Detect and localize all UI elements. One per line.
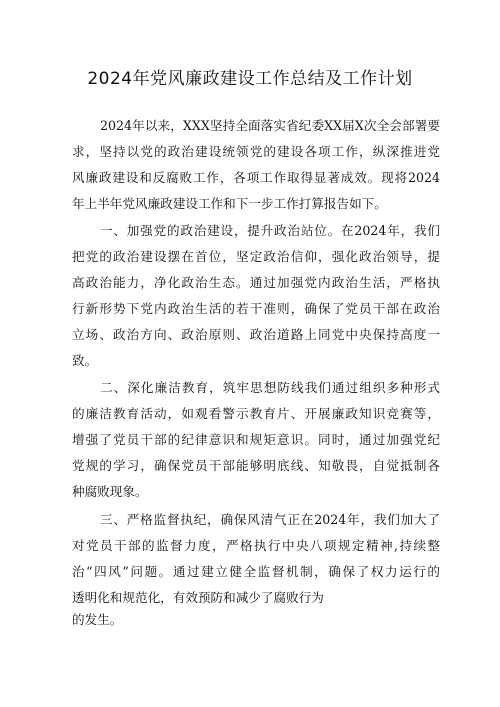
paragraph-2-line-4: 行新形势下党内政治生活的若干准则，确保了党员干部在政治: [72, 301, 440, 316]
paragraph-3-line-5: 种腐败现象。: [72, 484, 148, 499]
paragraph-1-line-4: 年上半年党风廉政建设工作和下一步工作打算报告如下。: [72, 196, 387, 211]
paragraph-4-line-1: 三、严格监督执纪，确保风清气正在2024年，我们加大了: [100, 512, 440, 527]
paragraph-3-line-2: 的廉洁教育活动，如观看警示教育片、开展廉政知识竞赛等，: [72, 406, 440, 421]
paragraph-2-line-6: 致。: [72, 353, 98, 368]
paragraph-1-line-3: 风廉政建设和反腐败工作，各项工作取得显著成效。现将2024: [72, 170, 440, 185]
paragraph-2-line-2: 把党的政治建设摆在首位，坚定政治信仰，强化政治领导，提: [72, 249, 440, 264]
paragraph-2-line-5: 立场、政治方向、政治原则、政治道路上同党中央保持高度一: [72, 327, 440, 342]
paragraph-3-line-4: 党规的学习，确保党员干部能够明底线、知敬畏，自觉抵制各: [72, 458, 440, 473]
paragraph-4-line-2: 对党员干部的监督力度，严格执行中央八项规定精神,持续整: [72, 538, 440, 553]
paragraph-1-line-2: 求，坚持以党的政治建设统领党的建设各项工作，纵深推进党: [72, 144, 440, 159]
paragraph-4-line-3: 治“四风”问题。通过建立健全监督机制，确保了权力运行的: [72, 564, 440, 579]
paragraph-3-line-3: 增强了党员干部的纪律意识和规矩意识。同时，通过加强党纪: [72, 432, 440, 447]
paragraph-4-line-5: 的发生。: [72, 612, 123, 627]
paragraph-3-line-1: 二、深化廉洁教育，筑牢思想防线我们通过组织多种形式: [100, 380, 440, 395]
paragraph-2-line-1: 一、加强党的政治建设，提升政治站位。在2024年，我们: [100, 223, 440, 238]
paragraph-4-line-4: 透明化和规范化，有效预防和减少了腐败行为: [72, 590, 324, 605]
paragraph-2-line-3: 高政治能力，净化政治生态。通过加强党内政治生活，严格执: [72, 275, 440, 290]
document-title: 2024年党风廉政建设工作总结及工作计划: [87, 69, 413, 89]
paragraph-1-line-1: 2024年以来，XXX坚持全面落实省纪委XX届X次全会部署要: [100, 118, 440, 133]
